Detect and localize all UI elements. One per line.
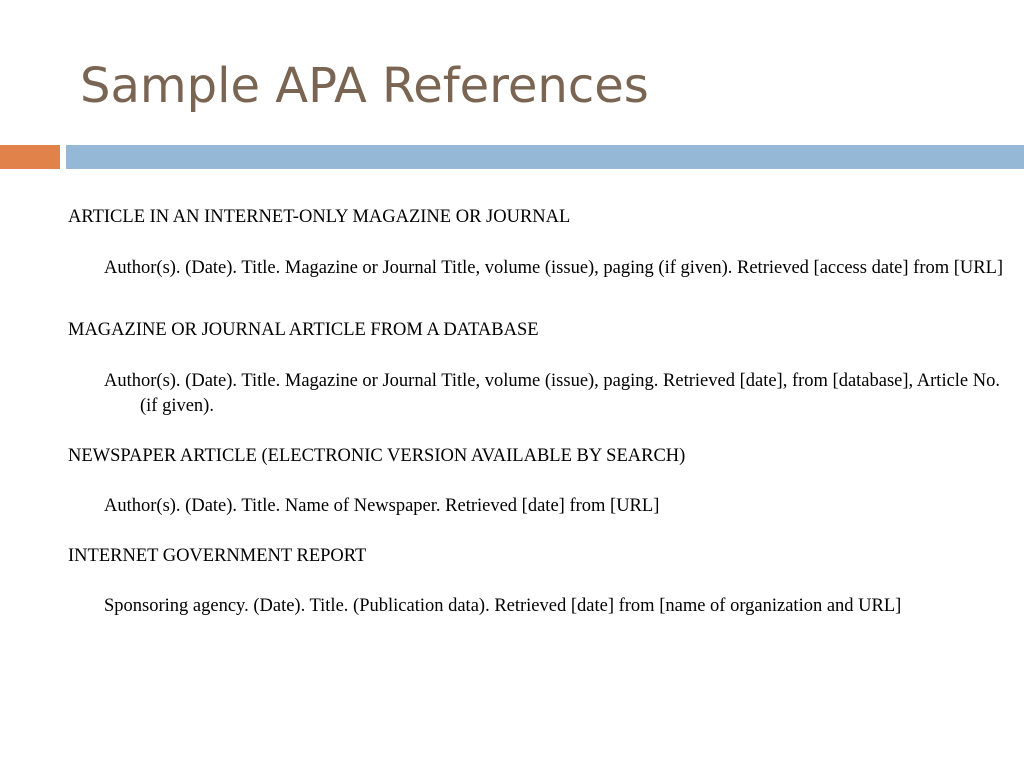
reference-format-newspaper-article: Author(s). (Date). Title. Name of Newspaper. Retrieved [date] from [URL]	[104, 496, 660, 516]
slide-title: Sample APA References	[80, 58, 649, 114]
section-heading-internet-magazine: ARTICLE IN AN INTERNET-ONLY MAGAZINE OR JOURNAL	[68, 207, 571, 227]
reference-format-government-report: Sponsoring agency. (Date). Title. (Publication data). Retrieved [date] from [name of organization and URL]	[104, 596, 902, 616]
section-heading-newspaper-article: NEWSPAPER ARTICLE (ELECTRONIC VERSION AVAILABLE BY SEARCH)	[68, 446, 686, 466]
accent-bar-blue	[66, 145, 1024, 169]
references-content	[68, 205, 1008, 619]
reference-format-database-article: Author(s). (Date). Title. Magazine or Journal Title, volume (issue), paging. Retrieved [date], from [database], Article No. (if given).	[104, 371, 1001, 416]
section-heading-database-article: MAGAZINE OR JOURNAL ARTICLE FROM A DATABASE	[68, 320, 539, 340]
reference-format-internet-magazine: Author(s). (Date). Title. Magazine or Journal Title, volume (issue), paging (if given). Retrieved [access date] from [URL]	[104, 258, 1004, 278]
section-heading-government-report: INTERNET GOVERNMENT REPORT	[68, 546, 367, 566]
accent-bar-orange	[0, 145, 60, 169]
